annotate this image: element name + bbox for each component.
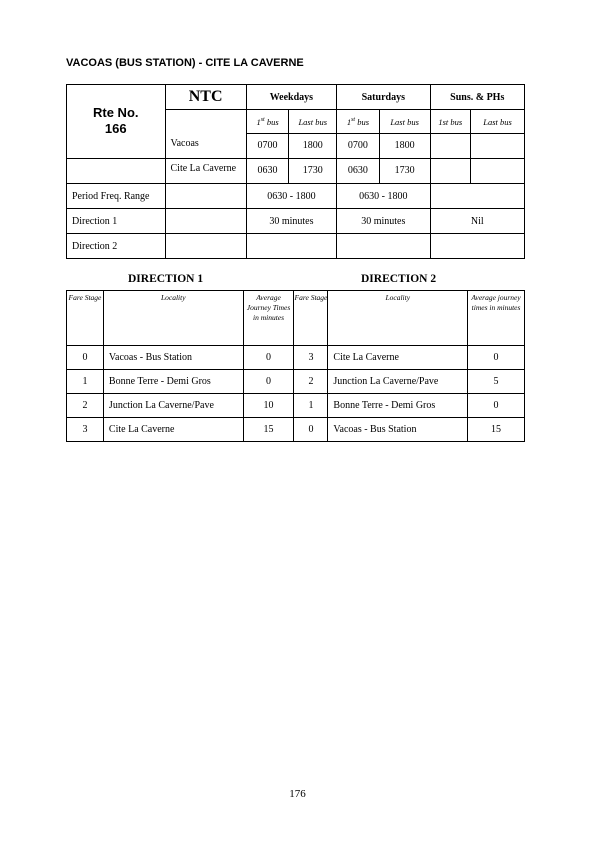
d2-locality: Junction La Caverne/Pave [328, 370, 468, 394]
operator-name: NTC [165, 85, 246, 110]
d2-time: 0 [468, 346, 525, 370]
d1-stage: 0 [67, 346, 104, 370]
header-suns-phs: Suns. & PHs [430, 85, 525, 110]
d1-locality: Junction La Caverne/Pave [103, 394, 243, 418]
d2-locality: Bonne Terre - Demi Gros [328, 394, 468, 418]
d1-stage: 3 [67, 418, 104, 442]
header-weekdays: Weekdays [246, 85, 336, 110]
sun-last-bus-header: Last bus [471, 110, 525, 134]
place-vacoas: Vacoas [170, 138, 199, 149]
direction2-label: Direction 2 [67, 234, 166, 259]
direction1-saturdays: 30 minutes [337, 209, 430, 234]
blank-cell [430, 184, 525, 209]
blank-cell [430, 234, 525, 259]
d1-stage: 2 [67, 394, 104, 418]
d1-avg-time-header: Average Journey Times in minutes [243, 291, 294, 346]
direction1-label: Direction 1 [67, 209, 166, 234]
d2-stage: 2 [294, 370, 328, 394]
d2-time: 15 [468, 418, 525, 442]
d2-stage: 3 [294, 346, 328, 370]
d1-locality-header: Locality [103, 291, 243, 346]
d1-locality: Cite La Caverne [103, 418, 243, 442]
sat-last-bus-header: Last bus [379, 110, 430, 134]
blank-cell [165, 234, 246, 259]
place-cite-la-caverne: Cite La Caverne [166, 158, 246, 183]
schedule-table [66, 84, 525, 259]
table-row [67, 370, 525, 394]
caverne-wd-first: 0630 [246, 158, 289, 183]
direction2-title: DIRECTION 2 [361, 273, 437, 285]
d2-time: 0 [468, 394, 525, 418]
direction1-weekdays: 30 minutes [246, 209, 336, 234]
d2-locality: Cite La Caverne [328, 346, 468, 370]
d2-fare-stage-header: Fare Stage [294, 291, 328, 346]
vacoas-sun-last [471, 134, 525, 158]
d2-avg-time-header: Average journey times in minutes [468, 291, 525, 346]
table-row [67, 394, 525, 418]
route-label: Rte No. [93, 105, 139, 121]
d1-fare-stage-header: Fare Stage [67, 291, 104, 346]
table-row [67, 418, 525, 442]
sat-first-bus-header: 1st bus [337, 110, 380, 134]
caverne-sat-last: 1730 [379, 158, 430, 183]
vacoas-wd-first: 0700 [246, 134, 289, 158]
caverne-sat-first: 0630 [337, 158, 380, 183]
direction1-suns: Nil [430, 209, 525, 234]
sun-first-bus-header: 1st bus [430, 110, 471, 134]
period-weekdays: 0630 - 1800 [246, 184, 336, 209]
d1-locality: Vacoas - Bus Station [103, 346, 243, 370]
d1-time: 15 [243, 418, 294, 442]
caverne-sun-first [430, 158, 471, 183]
period-saturdays: 0630 - 1800 [337, 184, 430, 209]
blank-cell [165, 209, 246, 234]
route-number: 166 [104, 121, 127, 137]
vacoas-wd-last: 1800 [289, 134, 337, 158]
d2-stage: 1 [294, 394, 328, 418]
wd-first-bus-header: 1st bus [246, 110, 289, 134]
caverne-sun-last [471, 158, 525, 183]
places-cell [165, 110, 246, 184]
direction1-title: DIRECTION 1 [128, 273, 204, 285]
d2-stage: 0 [294, 418, 328, 442]
blank-cell [337, 234, 430, 259]
table-row [67, 346, 525, 370]
d1-time: 0 [243, 370, 294, 394]
d1-time: 10 [243, 394, 294, 418]
blank-cell [246, 234, 336, 259]
wd-last-bus-header: Last bus [289, 110, 337, 134]
page-title: VACOAS (BUS STATION) - CITE LA CAVERNE [66, 57, 304, 69]
route-number-cell [67, 85, 166, 159]
d2-time: 5 [468, 370, 525, 394]
caverne-wd-last: 1730 [289, 158, 337, 183]
blank-cell [67, 158, 166, 183]
page-number: 176 [289, 788, 306, 800]
vacoas-sun-first [430, 134, 471, 158]
d2-locality-header: Locality [328, 291, 468, 346]
vacoas-sat-first: 0700 [337, 134, 380, 158]
d1-locality: Bonne Terre - Demi Gros [103, 370, 243, 394]
d1-time: 0 [243, 346, 294, 370]
d1-stage: 1 [67, 370, 104, 394]
blank-cell [165, 184, 246, 209]
period-label: Period Freq. Range [67, 184, 166, 209]
fare-stages-table [66, 290, 525, 442]
vacoas-sat-last: 1800 [379, 134, 430, 158]
d2-locality: Vacoas - Bus Station [328, 418, 468, 442]
header-saturdays: Saturdays [337, 85, 430, 110]
